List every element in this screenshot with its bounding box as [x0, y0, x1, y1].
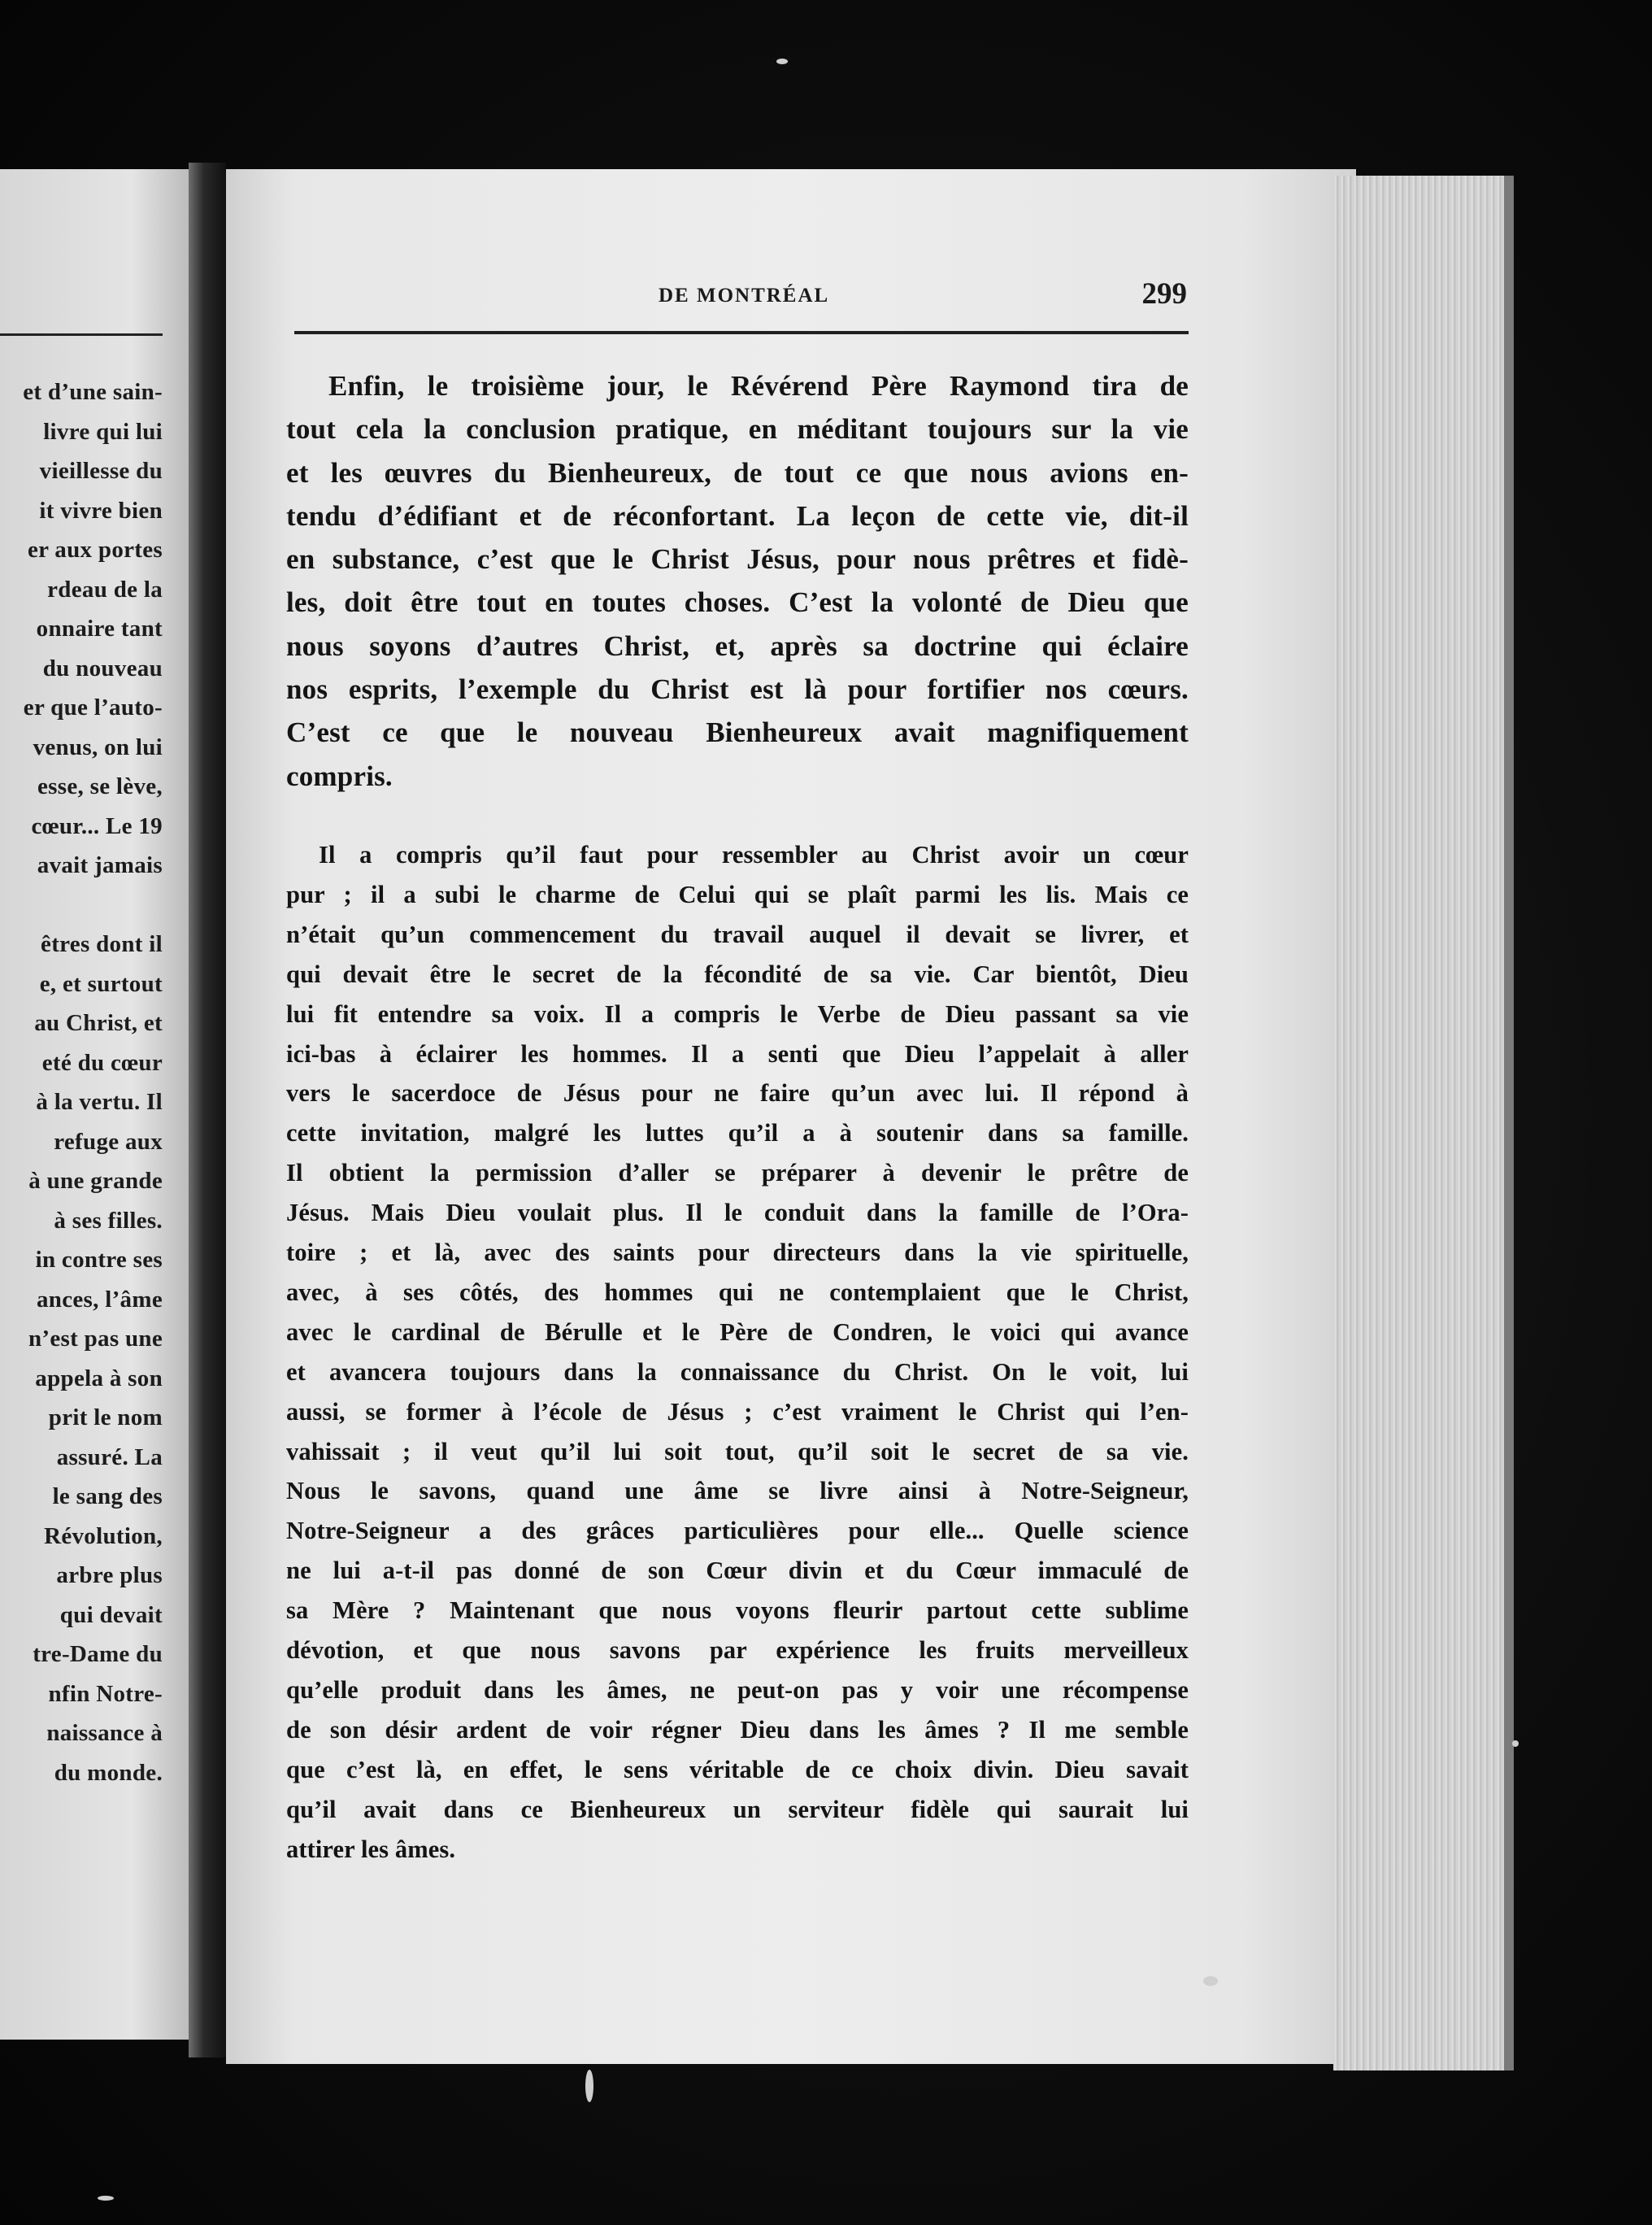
left-line: in contre ses [35, 1247, 163, 1273]
text-line: Il obtient la permission d’aller se préparer à devenir le prêtre de [286, 1159, 1189, 1187]
text-line: en substance, c’est que le Christ Jésus, pour nous prêtres et fidè- [286, 543, 1189, 576]
left-line: arbre plus [56, 1562, 163, 1588]
text-line: de son désir ardent de voir régner Dieu dans les âmes ? Il me semble [286, 1715, 1189, 1744]
text-line: nous soyons d’autres Christ, et, après sa doctrine qui éclaire [286, 629, 1189, 662]
left-line: refuge aux [54, 1128, 163, 1155]
running-head [293, 276, 1187, 317]
left-line: esse, se lève, [37, 773, 163, 799]
text-line: vers le sacerdoce de Jésus pour ne faire qu’un avec lui. Il répond à [286, 1079, 1189, 1108]
text-line: Notre-Seigneur a des grâces particulières pour elle... Quelle science [286, 1517, 1189, 1545]
text-line: tendu d’édifiant et de réconfortant. La leçon de cette vie, dit-il [286, 499, 1189, 532]
text-line: compris. [286, 760, 393, 792]
left-line: à ses filles. [54, 1207, 163, 1234]
book-gutter [189, 163, 226, 2057]
text-line: pur ; il a subi le charme de Celui qui se plaît parmi les lis. Mais ce [286, 880, 1189, 908]
text-line: lui fit entendre sa voix. Il a compris le Verbe de Dieu passant sa vie [286, 999, 1189, 1028]
left-line: rdeau de la [47, 576, 163, 603]
left-line: le sang des [52, 1483, 163, 1509]
left-line: Révolution, [44, 1522, 163, 1549]
text-line: sa Mère ? Maintenant que nous voyons fleurir partout cette sublime [286, 1596, 1189, 1625]
left-line: naissance à [46, 1720, 163, 1746]
left-line: it vivre bien [39, 497, 163, 524]
page-edges [1333, 176, 1514, 2070]
header-rule [294, 331, 1189, 334]
text-line: avec le cardinal de Bérulle et le Père de Condren, le voici qui avance [286, 1317, 1189, 1346]
text-line: Nous le savons, quand une âme se livre ainsi à Notre-Seigneur, [286, 1477, 1189, 1505]
left-line: au Christ, et [34, 1010, 163, 1036]
left-line: tre-Dame du [33, 1641, 163, 1667]
text-line: toire ; et là, avec des saints pour directeurs dans la vie spirituelle, [286, 1239, 1189, 1267]
left-line: à une grande [28, 1168, 163, 1194]
left-page-text [0, 372, 163, 1792]
left-line: er aux portes [27, 537, 163, 563]
left-line: n’est pas une [28, 1326, 163, 1352]
text-line: qu’elle produit dans les âmes, ne peut-on pas y voir une récompense [286, 1676, 1189, 1704]
text-line: qu’il avait dans ce Bienheureux un serviteur fidèle qui saurait lui [286, 1795, 1189, 1823]
text-line: nos esprits, l’exemple du Christ est là pour fortifier nos cœurs. [286, 673, 1189, 706]
text-line: aussi, se former à l’école de Jésus ; c’est vraiment le Christ qui l’en- [286, 1397, 1189, 1426]
text-line: et les œuvres du Bienheureux, de tout ce que nous avions en- [286, 456, 1189, 489]
left-page-rule [0, 333, 163, 336]
text-line: les, doit être tout en toutes choses. C’est la volonté de Dieu que [286, 586, 1189, 619]
dust-speck [585, 2070, 593, 2102]
left-line: prit le nom [48, 1404, 163, 1430]
text-line: Il a compris qu’il faut pour ressembler au Christ avoir un cœur [319, 840, 1189, 869]
text-line: vahissait ; il veut qu’il lui soit tout, qu’il soit le secret de sa vie. [286, 1437, 1189, 1465]
left-line: onnaire tant [36, 616, 163, 642]
left-line: eté du cœur [41, 1049, 163, 1076]
left-line: nfin Notre- [48, 1680, 163, 1707]
left-line-blank [0, 886, 163, 925]
paragraph-1 [286, 364, 1189, 798]
running-head-title: DE MONTRÉAL [659, 285, 830, 307]
left-line: vieillesse du [39, 458, 163, 484]
left-line: ances, l’âme [36, 1286, 163, 1313]
text-line: avec, à ses côtés, des hommes qui ne contemplaient que le Christ, [286, 1278, 1189, 1306]
text-line: n’était qu’un commencement du travail auquel il devait se livrer, et [286, 920, 1189, 948]
left-line: livre qui lui [43, 418, 163, 445]
left-line: et d’une sain- [23, 379, 163, 405]
left-line: e, et surtout [39, 970, 163, 997]
text-line: qui devait être le secret de la fécondité de sa vie. Car bientôt, Dieu [286, 960, 1189, 988]
left-line: venus, on lui [33, 734, 163, 760]
left-line: assuré. La [56, 1443, 163, 1470]
text-line: C’est ce que le nouveau Bienheureux avait magnifiquement [286, 716, 1189, 749]
text-line: que c’est là, en effet, le sens véritable de ce choix divin. Dieu savait [286, 1755, 1189, 1783]
main-text [286, 364, 1189, 1870]
text-line: ici-bas à éclairer les hommes. Il a senti que Dieu l’appelait à aller [286, 1039, 1189, 1068]
text-line: tout cela la conclusion pratique, en méditant toujours sur la vie [286, 413, 1189, 446]
page-number: 299 [1141, 277, 1187, 311]
text-line: et avancera toujours dans la connaissance du Christ. On le voit, lui [286, 1357, 1189, 1386]
text-line: Jésus. Mais Dieu voulait plus. Il le conduit dans la famille de l’Ora- [286, 1199, 1189, 1227]
text-line: dévotion, et que nous savons par expérience les fruits merveilleux [286, 1636, 1189, 1665]
dust-speck [1203, 1976, 1218, 1986]
left-line: à la vertu. Il [36, 1089, 163, 1115]
left-line: er que l’auto- [23, 694, 163, 721]
dust-speck [98, 2196, 114, 2201]
left-page [0, 169, 189, 2040]
paragraph-2 [286, 835, 1189, 1870]
left-line: du monde. [54, 1759, 163, 1786]
left-line: qui devait [59, 1601, 163, 1628]
left-line: avait jamais [37, 852, 163, 878]
left-line: êtres dont il [41, 931, 163, 957]
left-line: appela à son [35, 1365, 163, 1391]
left-line: du nouveau [42, 655, 163, 681]
text-line: Enfin, le troisième jour, le Révérend Père Raymond tira de [328, 370, 1189, 402]
text-line: ne lui a-t-il pas donné de son Cœur divin et du Cœur immaculé de [286, 1557, 1189, 1585]
dust-speck [776, 59, 788, 64]
dust-speck [1512, 1740, 1519, 1747]
left-line: cœur... Le 19 [31, 812, 163, 839]
text-line: cette invitation, malgré les luttes qu’il a à soutenir dans sa famille. [286, 1119, 1189, 1147]
text-line: attirer les âmes. [286, 1835, 456, 1863]
